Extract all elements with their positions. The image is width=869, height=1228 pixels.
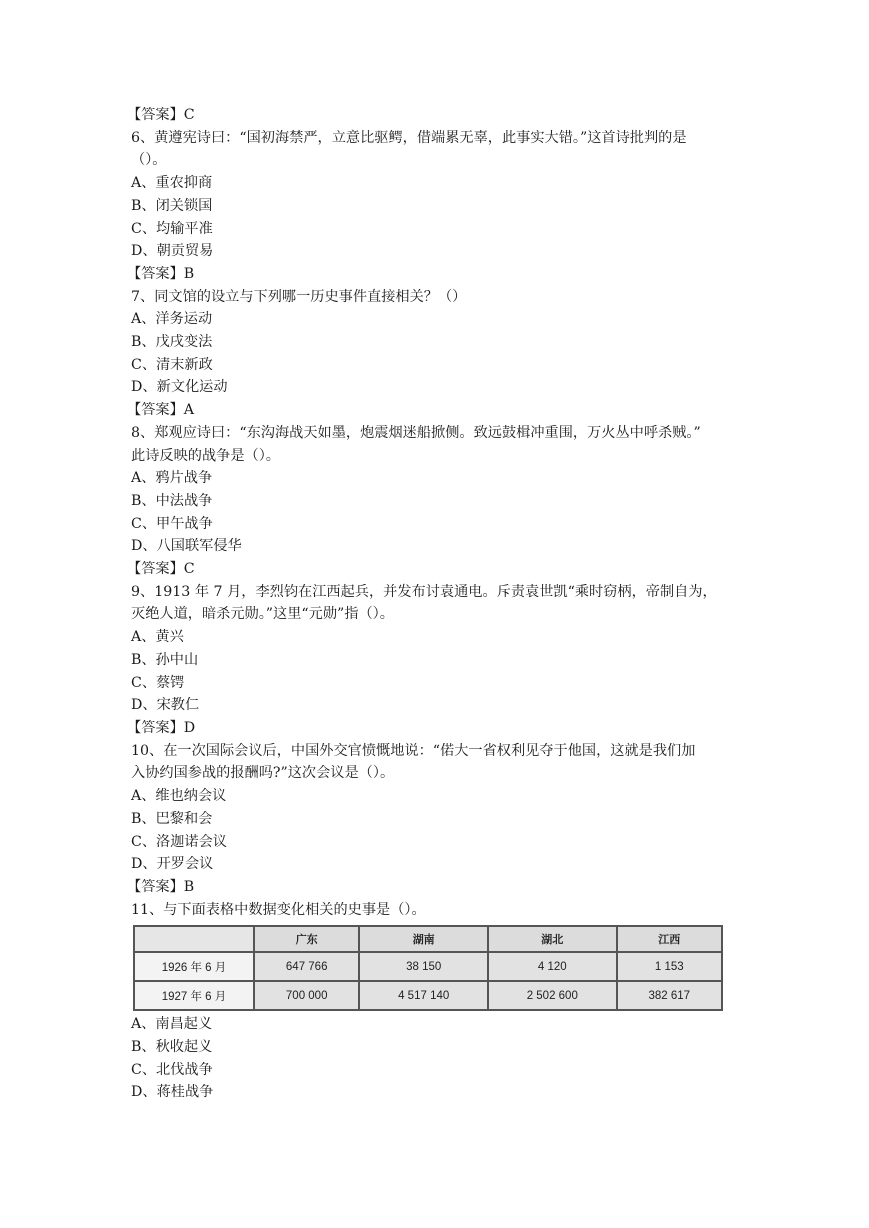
answer-key: 【答案】B	[127, 878, 195, 895]
answer-option: C、甲午战争	[131, 515, 213, 532]
table-column-header: 湖南	[359, 926, 488, 952]
question-stem: 6、黄遵宪诗曰：“国初海禁严，立意比驱鳄，借端累无辜，此事实大错。”这首诗批判的是	[131, 129, 687, 146]
table-row-label: 1926 年 6 月	[134, 952, 254, 981]
answer-option: D、宋教仁	[131, 697, 200, 714]
table-header-row	[134, 926, 722, 952]
answer-option: D、朝贡贸易	[131, 243, 214, 260]
table-cell: 2 502 600	[488, 981, 617, 1010]
table-cell: 4 120	[488, 952, 617, 981]
answer-option: B、孙中山	[131, 651, 199, 668]
answer-key: 【答案】A	[127, 402, 194, 419]
answer-option: C、清末新政	[131, 356, 213, 373]
answer-option: A、南昌起义	[131, 1016, 213, 1033]
data-table-container	[133, 925, 751, 1011]
answer-option: C、蔡锷	[131, 674, 185, 691]
answer-key: 【答案】C	[127, 561, 195, 578]
table-cell: 4 517 140	[359, 981, 488, 1010]
table-column-header: 广东	[254, 926, 359, 952]
question-stem: 10、在一次国际会议后，中国外交官愤慨地说：“偌大一省权利见夺于他国，这就是我们加	[131, 742, 696, 759]
answer-option: A、维也纳会议	[131, 788, 227, 805]
table-cell: 700 000	[254, 981, 359, 1010]
answer-option: C、洛迦诺会议	[131, 833, 227, 850]
answer-option: A、鸦片战争	[131, 470, 213, 487]
question-stem-continuation: 此诗反映的战争是（）。	[131, 447, 280, 464]
question-stem-continuation: 入协约国参战的报酬吗?”这次会议是（）。	[131, 765, 395, 782]
answer-option: D、蒋桂战争	[131, 1084, 214, 1101]
question-stem-continuation: （）。	[131, 152, 167, 169]
answer-option: B、闭关锁国	[131, 197, 213, 214]
table-cell: 382 617	[617, 981, 722, 1010]
answer-key: 【答案】D	[127, 719, 196, 736]
answer-key: 【答案】C	[127, 107, 195, 123]
answer-option: C、北伐战争	[131, 1061, 213, 1078]
table-row	[134, 981, 722, 1010]
table-cell: 647 766	[254, 952, 359, 981]
table-row	[134, 952, 722, 981]
table-column-header: 湖北	[488, 926, 617, 952]
answer-option: B、秋收起义	[131, 1039, 213, 1056]
answer-option: D、开罗会议	[131, 856, 214, 873]
table-cell: 38 150	[359, 952, 488, 981]
answer-option: A、重农抑商	[131, 175, 213, 192]
answer-key: 【答案】B	[127, 265, 195, 282]
question-stem: 8、郑观应诗曰：“东沟海战天如墨，炮震烟迷船掀侧。致远鼓楫冲重围，万火丛中呼杀贼。”	[131, 424, 701, 441]
table-corner-cell	[134, 926, 254, 952]
answer-option: B、中法战争	[131, 492, 213, 509]
answer-option: C、均输平准	[131, 220, 213, 237]
question-stem: 11、与下面表格中数据变化相关的史事是（）。	[131, 901, 426, 918]
table-row-label: 1927 年 6 月	[134, 981, 254, 1010]
question-stem: 9、1913 年 7 月，李烈钧在江西起兵，并发布讨袁通电。斥责袁世凯“乘时窃柄，帝制自为，	[131, 583, 717, 600]
answer-option: D、八国联军侵华	[131, 538, 242, 555]
membership-data-table	[133, 925, 723, 1011]
question-stem: 7、同文馆的设立与下列哪一历史事件直接相关？（）	[131, 288, 467, 305]
answer-option: B、巴黎和会	[131, 810, 213, 827]
exam-content	[127, 104, 751, 1104]
answer-option: A、黄兴	[131, 629, 184, 646]
table-cell: 1 153	[617, 952, 722, 981]
table-column-header: 江西	[617, 926, 722, 952]
answer-option: B、戊戌变法	[131, 334, 213, 351]
question-stem-continuation: 灭绝人道，暗杀元勋。”这里“元勋”指（）。	[131, 606, 394, 623]
answer-option: A、洋务运动	[131, 311, 213, 328]
answer-option: D、新文化运动	[131, 379, 228, 396]
